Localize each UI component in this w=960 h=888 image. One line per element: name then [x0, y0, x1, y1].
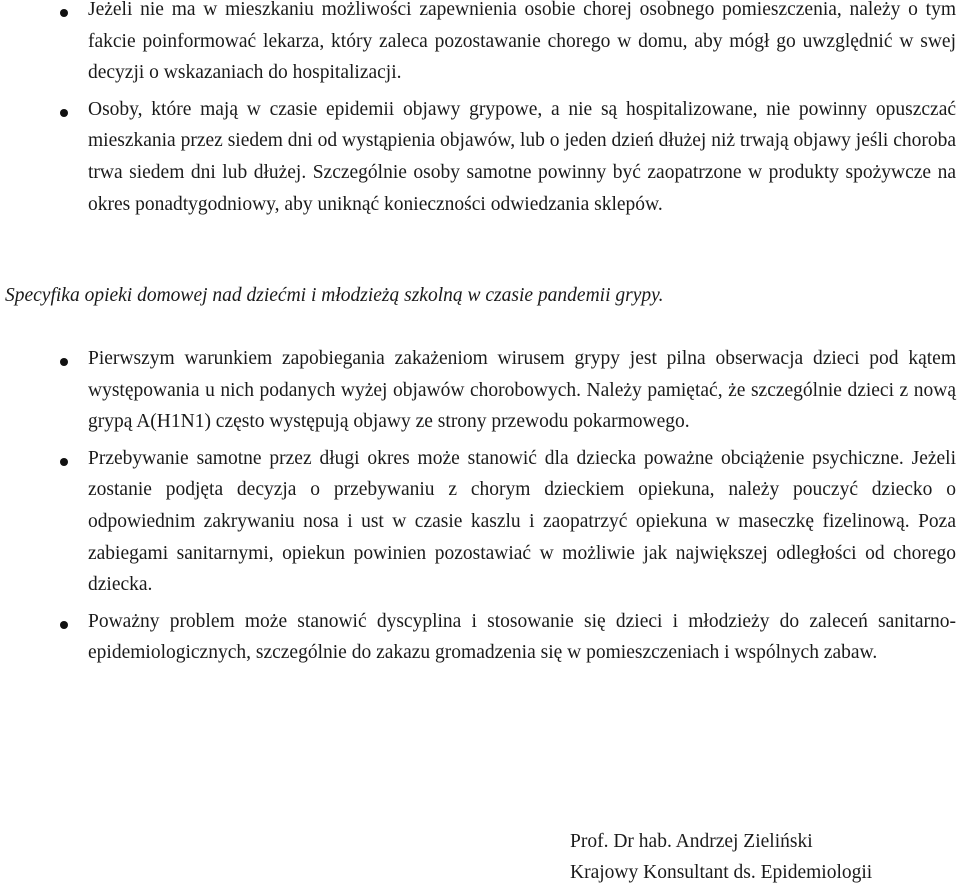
list-item-text: Przebywanie samotne przez długi okres może stanowić dla dziecka poważne obciążenie psychiczne. Jeżeli zostanie podjęta decyzja o przebywaniu z chorym dzieckiem opiekuna, należy pouczyć dziecko o odpowiednim zakrywaniu nosa i ust w czasie kaszlu i zaopatrzyć opiekuna w maseczkę fizelinową. Poza zabiegami sanitarnymi, opiekun powinien pozostawiać w możliwie jak największej odległości od chorego dziecka. — [88, 447, 956, 596]
bullet-icon — [60, 621, 68, 629]
list-item-text: Pierwszym warunkiem zapobiegania zakażeniom wirusem grypy jest pilna obserwacja dzieci pod kątem występowania u nich podanych wyżej objawów chorobowych. Należy pamiętać, że szczególnie dzieci z nową grypą A(H1N1) często występują objawy ze strony przewodu pokarmowego. — [88, 348, 956, 433]
list-item — [0, 94, 960, 220]
list-item-text: Poważny problem może stanowić dyscyplina i stosowanie się dzieci i młodzieży do zaleceń sanitarno-epidemiologicznych, szczególnie do zakazu gromadzenia się w pomieszczeniach i wspólnych zabaw. — [88, 610, 956, 664]
bullet-icon — [60, 458, 68, 466]
signature-name: Prof. Dr hab. Andrzej Zieliński — [570, 831, 813, 852]
signature-block — [570, 826, 872, 888]
section-heading: Specyfika opieki domowej nad dziećmi i młodzieżą szkolną w czasie pandemii grypy. — [5, 285, 664, 306]
list-item — [0, 443, 960, 601]
list-item — [0, 606, 960, 669]
bullet-list-section-1 — [0, 0, 960, 225]
bullet-icon — [60, 358, 68, 366]
list-item-text: Osoby, które mają w czasie epidemii objawy grypowe, a nie są hospitalizowane, nie powinny opuszczać mieszkania przez siedem dni od wystąpienia objawów, lub o jeden dzień dłużej niż trwają objawy jeśli choroba trwa siedem dni lub dłużej. Szczególnie osoby samotne powinny być zaopatrzone w produkty spożywcze na okres ponadtygodniowy, aby uniknąć konieczności odwiedzania sklepów. — [88, 98, 956, 215]
bullet-list-section-2 — [0, 343, 960, 674]
bullet-icon — [60, 109, 68, 117]
list-item — [0, 343, 960, 438]
list-item-text: Jeżeli nie ma w mieszkaniu możliwości zapewnienia osobie chorej osobnego pomieszczenia, należy o tym fakcie poinformować lekarza, który zaleca pozostawanie chorego w domu, aby mógł go uwzględnić w swej decyzji o wskazaniach do hospitalizacji. — [88, 0, 956, 84]
signature-role: Krajowy Konsultant ds. Epidemiologii — [570, 862, 873, 883]
bullet-icon — [60, 9, 68, 17]
list-item — [0, 0, 960, 89]
